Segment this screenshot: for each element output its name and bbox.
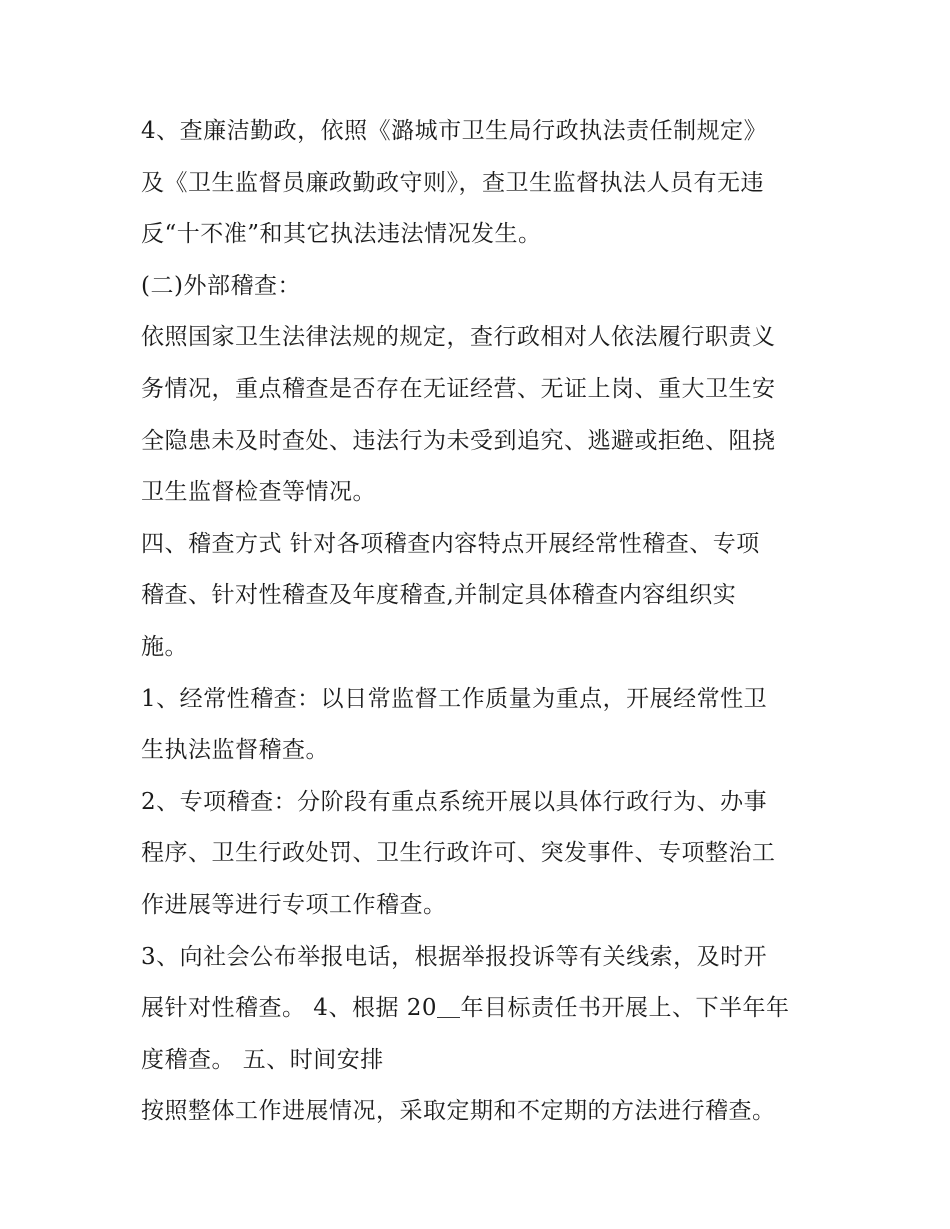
text-line: 4、查廉洁勤政，依照《潞城市卫生局行政执法责任制规定》 [141,118,768,144]
text-line: 四、稽查方式 针对各项稽查内容特点开展经常性稽查、专项 [141,530,760,557]
text-line: 按照整体工作进展情况，采取定期和不定期的方法进行稽查。 [141,1098,776,1125]
text-line: 依照国家卫生法律法规的规定，查行政相对人依法履行职责义 [141,324,776,351]
document-body [141,106,821,1138]
text-line: 展针对性稽查。 4、根据 20＿年目标责任书开展上、下半年年 [141,995,790,1022]
text-line: 1、经常性稽查：以日常监督工作质量为重点，开展经常性卫 [141,685,768,712]
text-line: 全隐患未及时查处、违法行为未受到追究、逃避或拒绝、阻挠 [141,427,776,454]
text-line: 程序、卫生行政处罚、卫生行政许可、突发事件、专项整治工 [141,840,776,867]
text-line: 3、向社会公布举报电话，根据举报投诉等有关线索，及时开 [141,943,768,970]
section-heading: (二)外部稽查： [141,272,301,299]
text-line: 2、专项稽查：分阶段有重点系统开展以具体行政行为、办事 [141,788,768,815]
text-line: 反“十不准”和其它执法违法情况发生。 [141,221,542,248]
text-line: 及《卫生监督员廉政勤政守则》，查卫生监督执法人员有无违 [141,169,764,196]
text-line: 务情况，重点稽查是否存在无证经营、无证上岗、重大卫生安 [141,375,776,402]
text-line: 卫生监督检查等情况。 [141,479,376,506]
text-line: 施。 [141,633,188,660]
text-line: 生执法监督稽查。 [141,737,329,764]
text-line: 作进展等进行专项工作稽查。 [141,891,447,918]
text-line: 稽查、针对性稽查及年度稽查,并制定具体稽查内容组织实 [141,582,737,609]
text-line: 度稽查。 五、时间安排 [141,1046,384,1073]
